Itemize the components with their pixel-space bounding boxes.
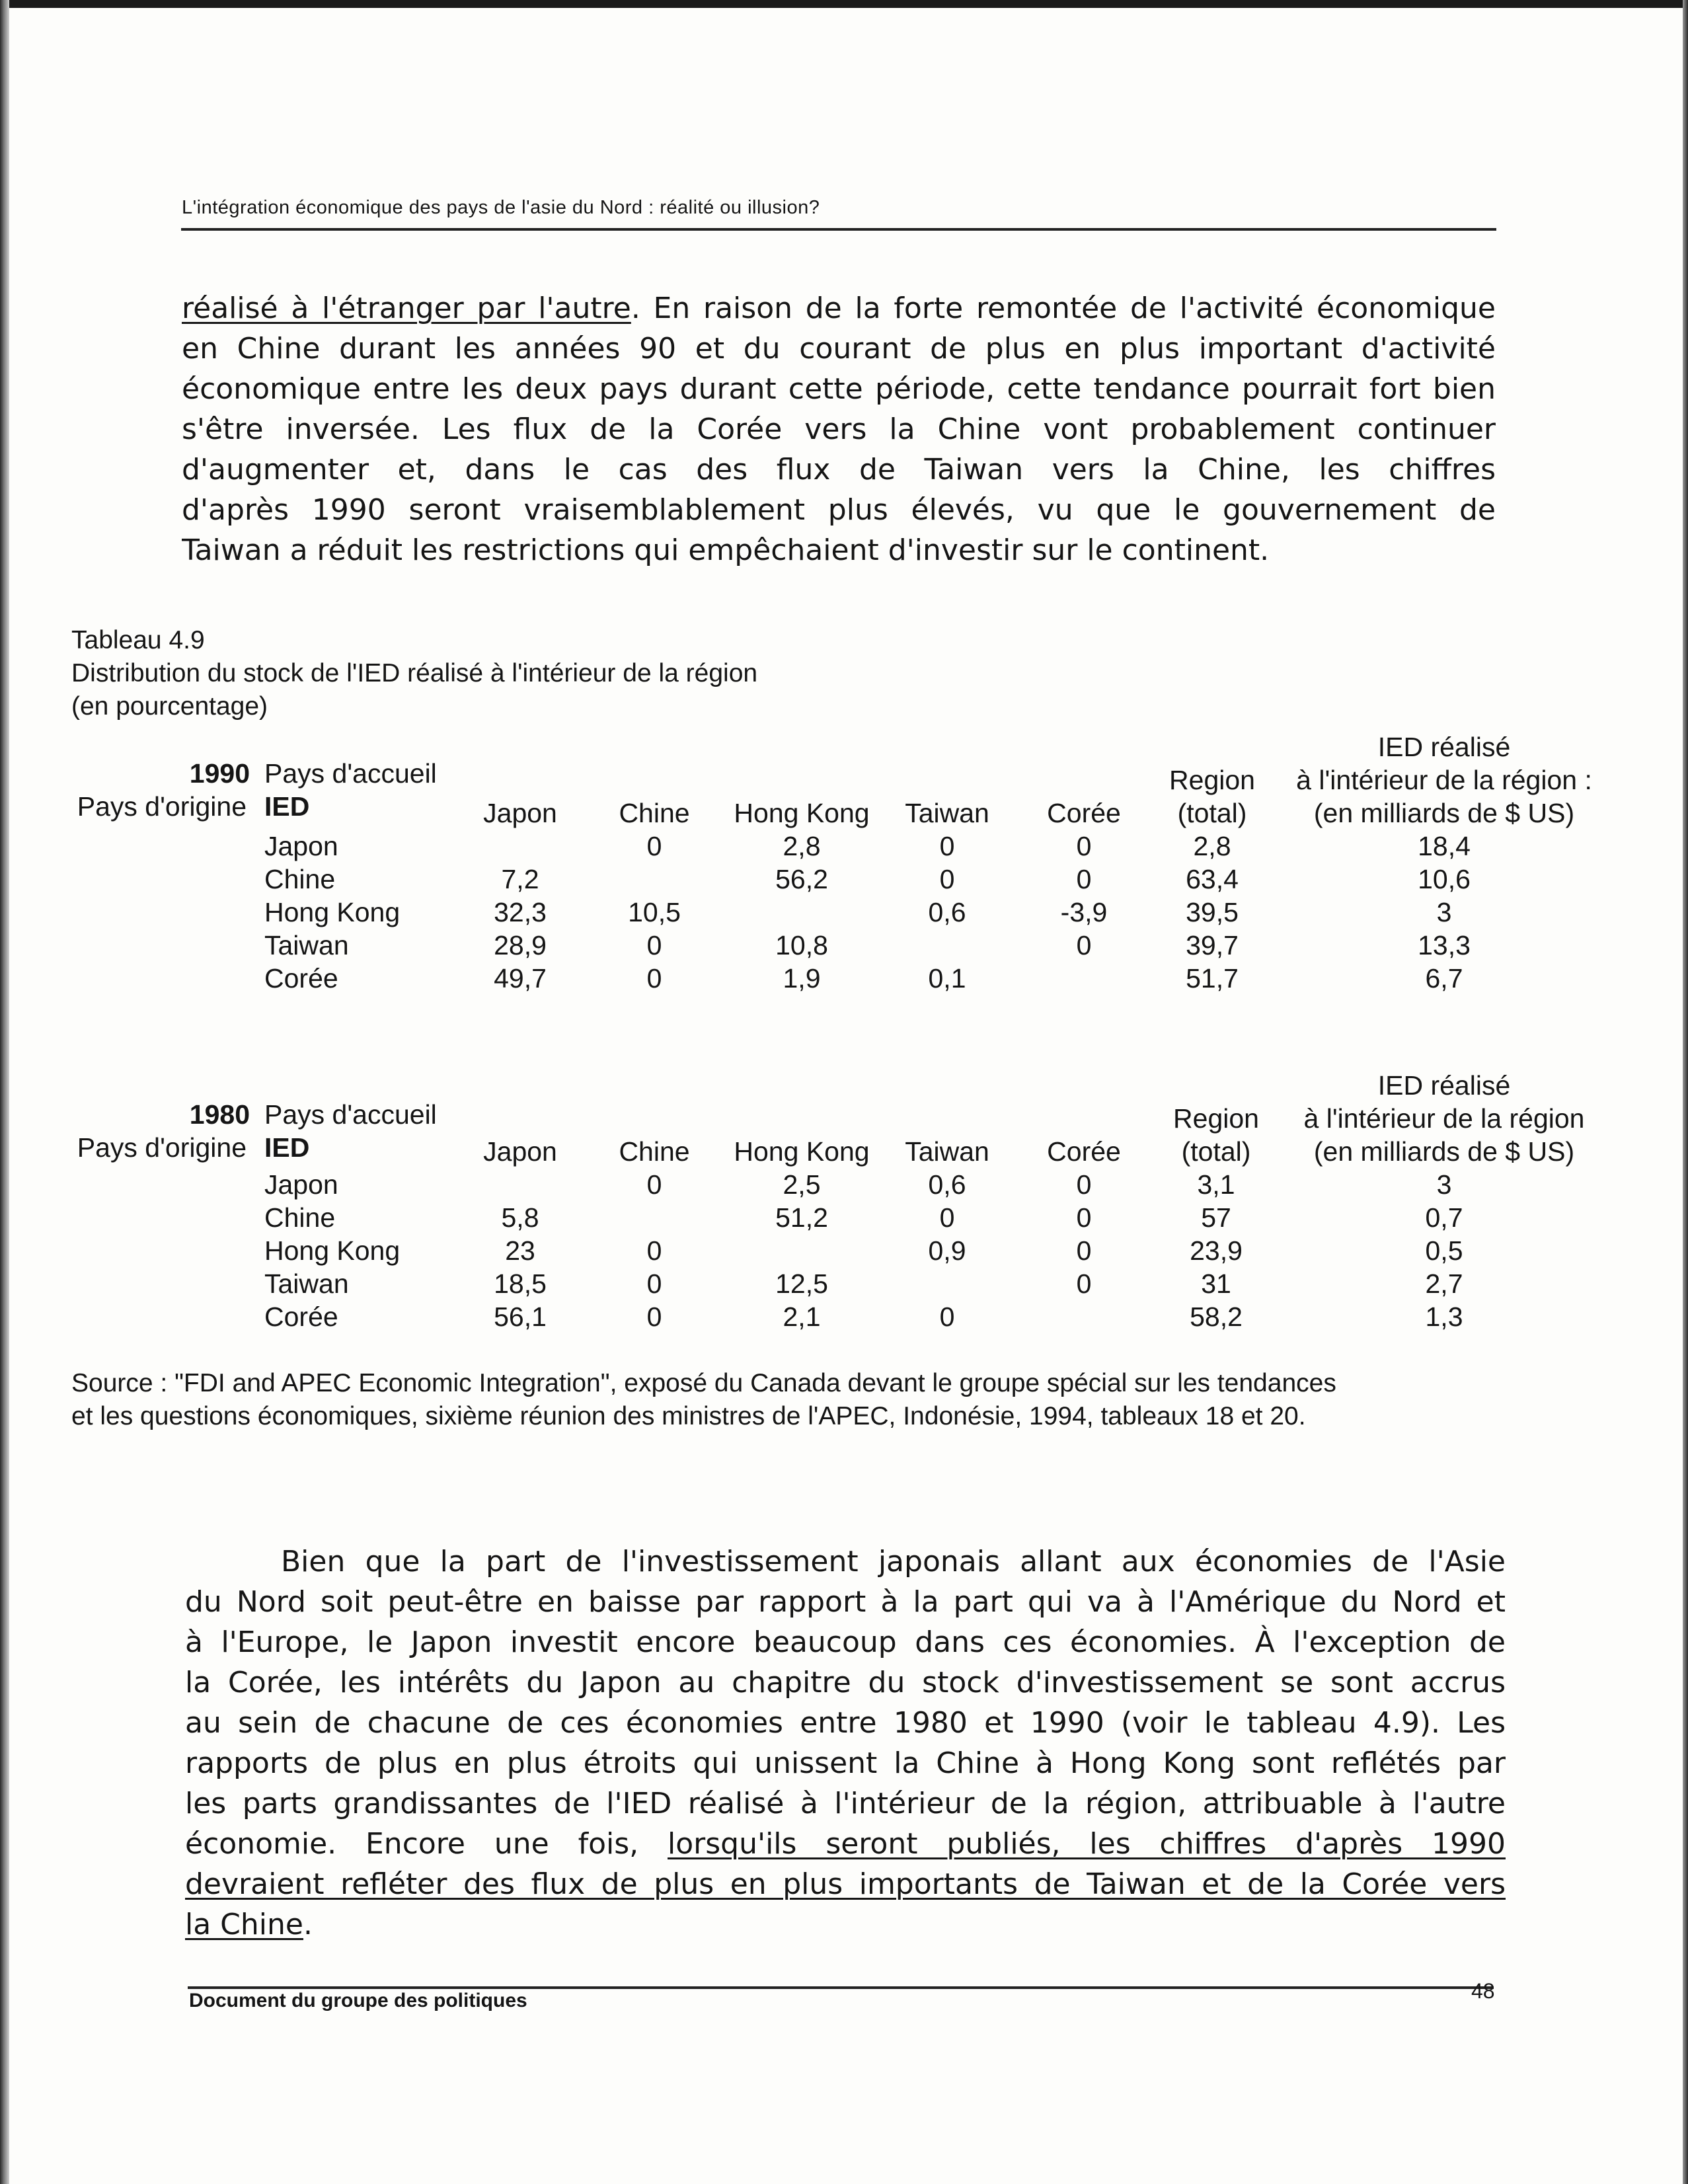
paragraph-1 <box>182 288 1496 570</box>
paragraph-line: les parts grandissantes de l'IED réalisé à l'intérieur de la région, attribuable à l'autre <box>185 1787 1506 1820</box>
column-header: Chine <box>619 1136 690 1167</box>
paragraph-2 <box>185 1541 1506 1945</box>
footer-rule <box>188 1986 1494 1989</box>
paragraph-line: au sein de chacune de ces économies entre 1980 et 1990 (voir le tableau 4.9). Les <box>185 1706 1506 1740</box>
table-cell: -3,9 <box>1060 897 1108 927</box>
table-caption <box>71 624 757 723</box>
paragraph-line: économique entre les deux pays durant cette période, cette tendance pourrait fort bien <box>182 372 1496 406</box>
row-country: Hong Kong <box>264 1235 401 1266</box>
paragraph-line: rapports de plus en plus étroits qui unissent la Chine à Hong Kong sont reflétés par <box>185 1746 1506 1780</box>
table-cell: 58,2 <box>1190 1302 1243 1332</box>
table-cell: 18,5 <box>494 1268 547 1299</box>
row-country: Japon <box>264 1169 338 1200</box>
table-cell: 0,7 <box>1425 1202 1463 1233</box>
table-cell: 23,9 <box>1190 1235 1243 1266</box>
column-header: Japon <box>483 1136 557 1167</box>
table-cell: 10,5 <box>628 897 681 927</box>
table-cell: 0,5 <box>1425 1235 1463 1266</box>
table-cell: 28,9 <box>494 930 547 960</box>
table-cell: 10,8 <box>775 930 828 960</box>
column-header: Hong Kong <box>734 798 870 828</box>
column-header: Chine <box>619 798 690 828</box>
column-header: Corée <box>1047 1136 1121 1167</box>
ied-realise-header: à l'intérieur de la région : <box>1296 765 1592 795</box>
table-year: 1980 <box>189 1099 250 1130</box>
table-cell: 2,1 <box>783 1302 821 1332</box>
table-cell: 0 <box>1076 1202 1092 1233</box>
table-cell: 32,3 <box>494 897 547 927</box>
paragraph-line: en Chine durant les années 90 et du courant de plus en plus important d'activité <box>182 332 1496 366</box>
region-header: Region <box>1169 765 1255 795</box>
table-unit: (en pourcentage) <box>71 692 268 721</box>
row-country: Chine <box>264 1202 336 1233</box>
row-country: Japon <box>264 831 338 861</box>
column-header: Hong Kong <box>734 1136 870 1167</box>
table-cell: 0 <box>646 1169 662 1200</box>
table-cell: 0 <box>939 1202 955 1233</box>
ied-realise-header: à l'intérieur de la région <box>1303 1103 1585 1134</box>
ied-label: IED <box>264 1132 310 1163</box>
table-cell: 2,8 <box>1193 831 1231 861</box>
table-cell: 6,7 <box>1425 963 1463 994</box>
running-head: L'intégration économique des pays de l'asie du Nord : réalité ou illusion? <box>182 197 820 218</box>
scan-left-edge <box>0 0 9 2184</box>
table-cell: 1,9 <box>783 963 821 994</box>
table-cell: 51,2 <box>775 1202 828 1233</box>
row-country: Corée <box>264 1302 338 1332</box>
table-cell: 3,1 <box>1197 1169 1235 1200</box>
table-cell: 12,5 <box>775 1268 828 1299</box>
table-title: Distribution du stock de l'IED réalisé à l'intérieur de la région <box>71 659 758 687</box>
table-cell: 56,1 <box>494 1302 547 1332</box>
table-cell: 39,7 <box>1186 930 1239 960</box>
table-cell: 0 <box>1076 1235 1092 1266</box>
page-number: 48 <box>1471 1979 1495 2003</box>
paragraph-line: à l'Europe, le Japon investit encore beaucoup dans ces économies. À l'exception de <box>185 1625 1506 1659</box>
table-cell: 0,9 <box>928 1235 966 1266</box>
paragraph-line: d'après 1990 seront vraisemblablement plus élevés, vu que le gouvernement de <box>182 493 1496 527</box>
table-cell: 13,3 <box>1418 930 1471 960</box>
origin-label: Pays d'origine <box>77 1132 247 1163</box>
ied-realise-header: (en milliards de $ US) <box>1313 798 1575 828</box>
table-cell: 0 <box>646 1235 662 1266</box>
region-header: (total) <box>1177 798 1247 828</box>
table-cell: 0,1 <box>928 963 966 994</box>
paragraph-line: la Corée, les intérêts du Japon au chapitre du stock d'investissement se sont accrus <box>185 1666 1506 1699</box>
table-cell: 0,6 <box>928 1169 966 1200</box>
ied-realise-header: IED réalisé <box>1377 1070 1511 1101</box>
underlined-text: devraient refléter des flux de plus en plus importants de Taiwan et de la Corée vers <box>185 1867 1506 1901</box>
table-cell: 0 <box>1076 864 1092 894</box>
region-header: (total) <box>1181 1136 1251 1167</box>
table-cell: 57 <box>1201 1202 1231 1233</box>
ied-realise-header: IED réalisé <box>1377 732 1511 762</box>
table-cell: 10,6 <box>1418 864 1471 894</box>
underlined-text: réalisé à l'étranger par l'autre <box>182 292 631 325</box>
table-source <box>71 1367 1336 1433</box>
paragraph-line: du Nord soit peut-être en baisse par rapport à la part qui va à l'Amérique du Nord et <box>185 1585 1506 1619</box>
table-cell: 0,6 <box>928 897 966 927</box>
table-cell: 0 <box>939 831 955 861</box>
footer-text: Document du groupe des politiques <box>189 1990 527 2011</box>
table-cell: 2,5 <box>783 1169 821 1200</box>
column-header: Taiwan <box>905 798 989 828</box>
table-cell: 0 <box>646 930 662 960</box>
table-cell: 56,2 <box>775 864 828 894</box>
table-year: 1990 <box>189 758 250 789</box>
table-cell: 0 <box>939 864 955 894</box>
region-header: Region <box>1173 1103 1259 1134</box>
table-cell: 0 <box>646 1302 662 1332</box>
column-header: Corée <box>1047 798 1121 828</box>
table-cell: 2,8 <box>783 831 821 861</box>
table-cell: 0 <box>1076 831 1092 861</box>
host-label: Pays d'accueil <box>264 758 437 789</box>
paragraph-line: Bien que la part de l'investissement japonais allant aux économies de l'Asie <box>281 1545 1506 1579</box>
table-cell: 31 <box>1201 1268 1231 1299</box>
table-cell: 7,2 <box>501 864 539 894</box>
scan-top-border <box>0 0 1688 8</box>
source-line: et les questions économiques, sixième réunion des ministres de l'APEC, Indonésie, 1994, tableaux 18 et 20. <box>71 1402 1306 1430</box>
paragraph-line: d'augmenter et, dans le cas des flux de Taiwan vers la Chine, les chiffres <box>182 453 1496 487</box>
table-number: Tableau 4.9 <box>71 626 205 654</box>
origin-label: Pays d'origine <box>77 791 247 822</box>
table-cell: 49,7 <box>494 963 547 994</box>
host-label: Pays d'accueil <box>264 1099 437 1130</box>
column-header: Japon <box>483 798 557 828</box>
table-cell: 1,3 <box>1425 1302 1463 1332</box>
table-cell: 3 <box>1436 897 1452 927</box>
table-cell: 0 <box>646 963 662 994</box>
scan-right-edge <box>1683 0 1688 2184</box>
ied-label: IED <box>264 791 310 822</box>
table-cell: 39,5 <box>1186 897 1239 927</box>
header-rule <box>181 228 1496 231</box>
table-cell: 3 <box>1436 1169 1452 1200</box>
table-cell: 0 <box>939 1302 955 1332</box>
table-cell: 18,4 <box>1418 831 1471 861</box>
table-cell: 0 <box>646 1268 662 1299</box>
ied-realise-header: (en milliards de $ US) <box>1313 1136 1575 1167</box>
table-cell: 0 <box>1076 1169 1092 1200</box>
paragraph-line: réalisé à l'étranger par l'autre. En raison de la forte remontée de l'activité économique <box>182 292 1496 325</box>
paragraph-line: s'être inversée. Les flux de la Corée vers la Chine vont probablement continuer <box>182 412 1496 446</box>
table-cell: 0 <box>1076 930 1092 960</box>
table-cell: 2,7 <box>1425 1268 1463 1299</box>
row-country: Chine <box>264 864 336 894</box>
source-line: Source : "FDI and APEC Economic Integration", exposé du Canada devant le groupe spécial sur les tendances <box>71 1369 1336 1397</box>
paragraph-line: la Chine. <box>185 1908 313 1941</box>
table-cell: 0 <box>646 831 662 861</box>
row-country: Corée <box>264 963 338 994</box>
table-cell: 51,7 <box>1186 963 1239 994</box>
row-country: Hong Kong <box>264 897 401 927</box>
underlined-text: la Chine <box>185 1908 303 1941</box>
paragraph-line <box>185 1864 1506 1904</box>
column-header: Taiwan <box>905 1136 989 1167</box>
row-country: Taiwan <box>264 1268 349 1299</box>
paragraph-line: économie. Encore une fois, lorsqu'ils seront publiés, les chiffres d'après 1990 <box>185 1827 1506 1861</box>
row-country: Taiwan <box>264 930 349 960</box>
table-cell: 23 <box>505 1235 535 1266</box>
table-cell: 0 <box>1076 1268 1092 1299</box>
paragraph-line: Taiwan a réduit les restrictions qui empêchaient d'investir sur le continent. <box>182 533 1270 567</box>
underlined-text: lorsqu'ils seront publiés, les chiffres d'après 1990 <box>668 1827 1506 1861</box>
table-cell: 5,8 <box>501 1202 539 1233</box>
table-cell: 63,4 <box>1186 864 1239 894</box>
